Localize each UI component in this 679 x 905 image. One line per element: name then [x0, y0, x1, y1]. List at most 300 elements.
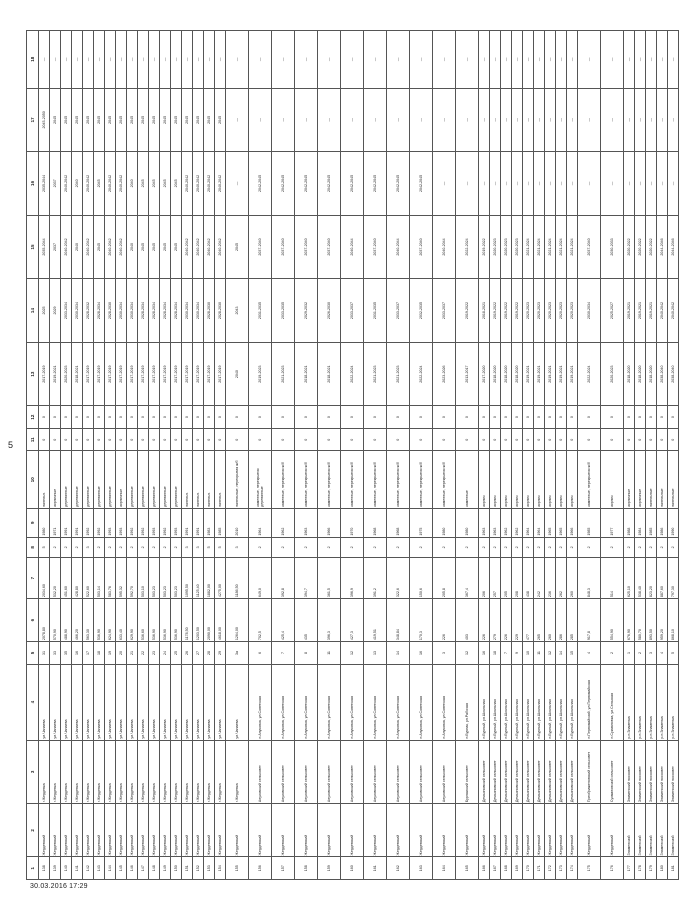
table-cell: 2030-2034	[116, 279, 127, 343]
table-cell: 8	[295, 642, 318, 665]
table-cell: 0	[94, 428, 105, 451]
table-cell: —	[61, 31, 72, 89]
table-cell: 141	[72, 857, 83, 880]
table-cell: 797,30	[668, 558, 679, 599]
table-cell: 149	[160, 857, 171, 880]
table-row	[601, 31, 624, 880]
table-cell: Жердевский	[149, 804, 160, 857]
table-cell: 2028-2034	[171, 279, 182, 343]
table-cell: 1966	[567, 508, 578, 537]
table-cell: 2018-2021	[295, 342, 318, 406]
table-cell: 171	[534, 857, 545, 880]
table-cell: —	[567, 31, 578, 89]
table-cell: 2030-2033	[601, 215, 624, 279]
table-cell: 2	[160, 537, 171, 558]
table-row	[39, 31, 50, 880]
table-cell: 147	[138, 857, 149, 880]
table-cell: 2031-2035	[364, 279, 387, 343]
table-cell: п.Бурный, ул.Школьная	[512, 664, 523, 740]
table-cell: 0	[456, 428, 479, 451]
table-cell: 2020-2022	[635, 215, 646, 279]
table-cell: 2	[116, 537, 127, 558]
table-cell: —	[635, 31, 646, 89]
table-cell: г.Жердевка	[127, 740, 138, 804]
table-cell: —	[512, 88, 523, 152]
table-cell: 2042-2045	[410, 152, 433, 216]
table-cell: 2	[567, 537, 578, 558]
table-cell: кирпичные	[635, 451, 646, 508]
table-cell: 0	[39, 428, 50, 451]
table-cell: 427,3	[341, 599, 364, 642]
table-cell: 2040-2044	[387, 215, 410, 279]
table-cell: 1970	[341, 508, 364, 537]
table-cell: 1992	[83, 508, 94, 537]
table-cell: 21	[127, 642, 138, 665]
table-cell: 2	[171, 537, 182, 558]
table-row	[83, 31, 94, 880]
table-row	[501, 31, 512, 880]
table-cell: 0	[501, 406, 512, 429]
table-cell: 2028-2032	[83, 279, 94, 343]
table-cell: 173	[556, 857, 567, 880]
table-cell: Жердевский	[182, 804, 193, 857]
table-cell: 2040-2042	[182, 215, 193, 279]
table-cell: Жердевский	[578, 804, 601, 857]
table-cell: кирпич	[567, 451, 578, 508]
table-cell: Знаменский поссовет	[624, 740, 635, 804]
table-cell: 14	[556, 642, 567, 665]
table-cell: р.п.Знаменка	[657, 664, 668, 740]
table-cell: 2	[105, 537, 116, 558]
table-row	[272, 31, 295, 880]
table-row	[116, 31, 127, 880]
table-cell: 2	[72, 537, 83, 558]
table-cell: 2040-2042	[204, 215, 215, 279]
table-cell: 2040-2042	[61, 215, 72, 279]
table-cell: 394,7	[295, 558, 318, 599]
table-cell: 1980	[39, 508, 50, 537]
table-cell: 917,8	[578, 599, 601, 642]
table-cell: 2	[578, 537, 601, 558]
table-cell: Жердевский	[364, 804, 387, 857]
table-cell: 649,0	[249, 558, 272, 599]
table-row	[50, 31, 61, 880]
table-cell: каменные	[456, 451, 479, 508]
table-header-row	[27, 31, 39, 880]
table-cell: —	[295, 88, 318, 152]
table-cell: 2019-2021	[646, 279, 657, 343]
table-cell: 2028-2034	[138, 279, 149, 343]
table-cell: Демьяновский сельсовет	[512, 740, 523, 804]
table-cell: Знаменский	[646, 804, 657, 857]
table-cell: —	[501, 31, 512, 89]
table-cell: 0	[523, 406, 534, 429]
table-cell: Жердевский	[534, 804, 545, 857]
table-cell: 2020-2023	[601, 342, 624, 406]
table-cell: 16	[410, 642, 433, 665]
table-cell: 959,20	[657, 599, 668, 642]
table-cell: —	[657, 152, 668, 216]
table-cell: 2019-2021	[567, 342, 578, 406]
table-cell: 170,3	[410, 599, 433, 642]
table-cell: —	[534, 152, 545, 216]
table-cell: каменные, перекрытия ж/б	[318, 451, 341, 508]
table-cell: —	[456, 31, 479, 89]
table-cell: 629,90	[127, 599, 138, 642]
table-cell: 0	[556, 406, 567, 429]
table-cell: Жердевский	[138, 804, 149, 857]
table-cell: 2017-2019	[105, 342, 116, 406]
table-cell: Жердевский	[567, 804, 578, 857]
table-cell: —	[578, 88, 601, 152]
table-cell: Демьяновский сельсовет	[567, 740, 578, 804]
table-cell: Жердевский	[523, 804, 534, 857]
table-cell: 0	[534, 406, 545, 429]
table-cell: Жердевский	[39, 804, 50, 857]
table-cell: п.Ануковка, ул.Советская	[364, 664, 387, 740]
table-cell: 159	[318, 857, 341, 880]
table-cell: 0	[364, 428, 387, 451]
table-cell: 2021-2023	[364, 342, 387, 406]
table-cell: деревянные	[105, 451, 116, 508]
table-cell: 428,80	[72, 558, 83, 599]
table-cell: 3	[646, 642, 657, 665]
table-cell: 477	[523, 599, 534, 642]
table-cell: 2017-2019	[204, 342, 215, 406]
table-cell: 257	[490, 558, 501, 599]
table-cell: 142	[83, 857, 94, 880]
table-cell: 522,60	[83, 558, 94, 599]
table-cell: 2045	[204, 88, 215, 152]
table-cell: Жердевский	[193, 804, 204, 857]
table-cell: Жердевский	[490, 804, 501, 857]
table-cell: 1975	[410, 508, 433, 537]
table-cell: Знаменский	[668, 804, 679, 857]
table-cell: 0	[116, 406, 127, 429]
table-cell: —	[341, 31, 364, 89]
table-cell: 260	[567, 558, 578, 599]
table-cell: 2023-2026	[433, 342, 456, 406]
table-cell: г.Жердевка	[226, 740, 249, 804]
table-cell: 146	[127, 857, 138, 880]
table-cell: 2045	[94, 215, 105, 279]
table-cell: 1965	[556, 508, 567, 537]
table-cell: 2020-2023	[61, 342, 72, 406]
page-number: 5	[8, 440, 14, 450]
table-cell: 0	[249, 428, 272, 451]
table-cell: 1985	[215, 508, 226, 537]
table-cell: 9	[512, 642, 523, 665]
table-cell: —	[193, 31, 204, 89]
table-cell: 1095,50	[182, 558, 193, 599]
table-row	[578, 31, 601, 880]
table-row	[94, 31, 105, 880]
table-cell: 0	[364, 406, 387, 429]
table-cell: 2	[272, 537, 295, 558]
table-cell: п.Ануковка, ул.Советская	[295, 664, 318, 740]
table-cell: 2045	[116, 88, 127, 152]
table-cell: —	[534, 31, 545, 89]
table-cell: кирпич	[523, 451, 534, 508]
table-cell: 2017-2019	[182, 342, 193, 406]
table-cell: 2045	[61, 88, 72, 152]
table-cell: —	[160, 31, 171, 89]
table-cell: 178	[635, 857, 646, 880]
table-cell: 2040-2042	[182, 152, 193, 216]
table-cell: 236	[545, 558, 556, 599]
table-cell: кирпич	[479, 451, 490, 508]
table-cell: —	[479, 152, 490, 216]
table-cell: 2	[545, 537, 556, 558]
table-cell: 0	[545, 406, 556, 429]
table-cell: р.п.Знаменка	[646, 664, 657, 740]
table-cell: 7	[501, 642, 512, 665]
table-cell: 438	[523, 558, 534, 599]
table-cell: деревянные	[72, 451, 83, 508]
table-cell: 0	[646, 406, 657, 429]
table-cell: 451,60	[61, 558, 72, 599]
data-table	[26, 30, 679, 880]
table-cell: 279	[490, 599, 501, 642]
table-cell: 2	[387, 537, 410, 558]
table-cell: 152	[193, 857, 204, 880]
table-cell: —	[635, 88, 646, 152]
table-cell: 0	[624, 406, 635, 429]
table-cell: 2028-2034	[160, 279, 171, 343]
table-cell: 570,90	[50, 599, 61, 642]
table-cell: Демьяновский сельсовет	[545, 740, 556, 804]
column-header: 3	[27, 740, 39, 804]
table-cell: 2	[624, 537, 635, 558]
table-cell: Жердевский	[272, 804, 295, 857]
table-cell: 2028-2030	[204, 279, 215, 343]
table-cell: 1993	[116, 508, 127, 537]
table-cell: 1991	[72, 508, 83, 537]
table-cell: 2020-2023	[490, 215, 501, 279]
rotated-table-scan	[26, 30, 675, 880]
table-cell: 0	[61, 428, 72, 451]
table-cell: 2020-2023	[545, 279, 556, 343]
table-cell: Жердевский	[215, 804, 226, 857]
table-cell: 260	[545, 599, 556, 642]
table-row	[646, 31, 657, 880]
table-cell: 2037-2040	[578, 215, 601, 279]
table-cell: 0	[138, 406, 149, 429]
table-row	[341, 31, 364, 880]
table-cell: 503,23	[149, 558, 160, 599]
table-cell: 2029-2032	[295, 279, 318, 343]
table-cell: г.Жердевка	[39, 740, 50, 804]
table-cell: 2045	[149, 152, 160, 216]
table-cell: —	[138, 31, 149, 89]
table-cell: 31	[39, 642, 50, 665]
table-cell: ул.Чапаева	[182, 664, 193, 740]
table-cell: —	[226, 31, 249, 89]
table-cell: 2018-2020	[512, 342, 523, 406]
table-cell: 2019-2022	[490, 279, 501, 343]
table-row	[668, 31, 679, 880]
table-cell: Жердевский	[72, 804, 83, 857]
table-cell: 0	[72, 428, 83, 451]
table-cell: 1964	[523, 508, 534, 537]
table-cell: 2040	[127, 215, 138, 279]
table-cell: 2013-2017	[456, 342, 479, 406]
table-cell: 16	[72, 642, 83, 665]
table-row	[490, 31, 501, 880]
table-cell: 2	[646, 537, 657, 558]
table-cell: 0	[578, 428, 601, 451]
table-cell: 2021-2024	[534, 215, 545, 279]
table-cell: 144	[105, 857, 116, 880]
table-cell: —	[182, 31, 193, 89]
table-cell: —	[364, 31, 387, 89]
table-cell: 0	[61, 406, 72, 429]
table-cell: Ануковский сельсовет	[272, 740, 295, 804]
table-cell: 154	[215, 857, 226, 880]
table-row	[171, 31, 182, 880]
table-cell: 0	[545, 428, 556, 451]
table-cell: Жердевский	[512, 804, 523, 857]
table-row	[61, 31, 72, 880]
table-row	[182, 31, 193, 880]
table-cell: 0	[567, 428, 578, 451]
table-cell: 0	[105, 428, 116, 451]
table-cell: 0	[226, 428, 249, 451]
table-cell: 0	[193, 406, 204, 429]
table-cell: 893,50	[646, 599, 657, 642]
table-cell: Демьяновский сельсовет	[556, 740, 567, 804]
table-cell: ул.Чапаева	[50, 664, 61, 740]
table-cell: —	[490, 152, 501, 216]
table-cell: деревянные	[171, 451, 182, 508]
table-cell: Ануковский сельсовет	[341, 740, 364, 804]
table-cell: 0	[182, 428, 193, 451]
table-cell: 2040	[72, 152, 83, 216]
table-cell: —	[94, 31, 105, 89]
table-cell: 2045	[50, 88, 61, 152]
table-cell: 0	[249, 406, 272, 429]
table-cell: 1186,50	[226, 558, 249, 599]
table-cell: ул.Чапаева	[83, 664, 94, 740]
table-cell: 2020-2022	[646, 215, 657, 279]
table-cell: Жердевский	[433, 804, 456, 857]
table-cell: 2033-2037	[387, 279, 410, 343]
table-cell: 2040-2042	[105, 215, 116, 279]
table-row	[127, 31, 138, 880]
table-cell: 2022-2024	[578, 342, 601, 406]
column-header: 15	[27, 215, 39, 279]
table-cell: Демьяновский сельсовет	[479, 740, 490, 804]
table-cell: г.Жердевка	[61, 740, 72, 804]
table-cell: 2040-2042	[215, 152, 226, 216]
table-cell: 13	[364, 642, 387, 665]
table-row	[479, 31, 490, 880]
table-cell: 392,8	[272, 558, 295, 599]
table-cell: 595,32	[116, 558, 127, 599]
table-cell: 2045	[94, 152, 105, 216]
table-cell: 2	[523, 537, 534, 558]
table-cell: 2045	[171, 88, 182, 152]
table-cell: 0	[490, 428, 501, 451]
table-cell: 177	[624, 857, 635, 880]
table-cell: 2028-2030	[105, 279, 116, 343]
table-cell: —	[657, 88, 668, 152]
table-cell: 503,10	[138, 558, 149, 599]
table-cell: 0	[39, 406, 50, 429]
table-cell: 0	[479, 406, 490, 429]
table-cell: —	[646, 31, 657, 89]
table-cell: Демьяновский сельсовет	[523, 740, 534, 804]
table-cell: п.Бурный, ул.Школьная	[545, 664, 556, 740]
table-cell: Жердевский	[387, 804, 410, 857]
table-cell: 145	[116, 857, 127, 880]
table-cell: 20	[116, 642, 127, 665]
table-cell: —	[578, 31, 601, 89]
table-cell: 676,90	[624, 599, 635, 642]
table-cell: Знаменский	[624, 804, 635, 857]
table-cell: 2031-2035	[249, 279, 272, 343]
table-cell: 2	[490, 537, 501, 558]
table-cell: 0	[182, 406, 193, 429]
table-cell: 0	[318, 406, 341, 429]
table-cell: 1962	[272, 508, 295, 537]
table-cell: деревянные	[138, 451, 149, 508]
table-cell: —	[39, 31, 50, 89]
table-cell: 2020-2023	[501, 215, 512, 279]
table-cell: кирпич	[556, 451, 567, 508]
table-cell: 155	[226, 857, 249, 880]
table-cell: —	[545, 152, 556, 216]
table-cell: 2040-2042	[215, 215, 226, 279]
table-cell: 2	[635, 537, 646, 558]
table-cell: 2018-2021	[72, 342, 83, 406]
table-cell: 2045	[138, 88, 149, 152]
table-cell: ул.Чапаева	[138, 664, 149, 740]
table-cell: 162	[387, 857, 410, 880]
table-cell: 0	[149, 428, 160, 451]
column-header: 14	[27, 279, 39, 343]
table-cell: 18	[490, 642, 501, 665]
table-cell: г.Жердевка	[182, 740, 193, 804]
table-cell: п.Бурный, ул.Школьная	[534, 664, 545, 740]
table-cell: 167	[490, 857, 501, 880]
column-header: 7	[27, 558, 39, 599]
table-cell: 2033-2034	[61, 279, 72, 343]
table-cell: 12	[341, 642, 364, 665]
table-cell: панельные, перекрытия ж/б	[226, 451, 249, 508]
table-cell: 2022-2024	[341, 342, 364, 406]
table-cell: Демьяновский сельсовет	[501, 740, 512, 804]
table-cell: г.Жердевка	[116, 740, 127, 804]
table-cell: 0	[193, 428, 204, 451]
table-cell: 139	[50, 857, 61, 880]
table-cell: 150	[171, 857, 182, 880]
table-cell: —	[72, 31, 83, 89]
table-cell: 2045	[215, 88, 226, 152]
table-cell: 580,70	[635, 599, 646, 642]
table-cell: 4618,00	[215, 599, 226, 642]
table-cell: 0	[501, 428, 512, 451]
table-cell: 14	[387, 642, 410, 665]
table-cell: 2037-2040	[272, 215, 295, 279]
table-cell: 1993	[171, 508, 182, 537]
table-cell: каменные, перекрытия ж/б	[341, 451, 364, 508]
table-cell: 18	[94, 642, 105, 665]
table-cell: 2045	[72, 88, 83, 152]
table-cell: 205,8	[433, 558, 456, 599]
table-cell: 5	[204, 537, 215, 558]
table-cell: 0	[127, 406, 138, 429]
